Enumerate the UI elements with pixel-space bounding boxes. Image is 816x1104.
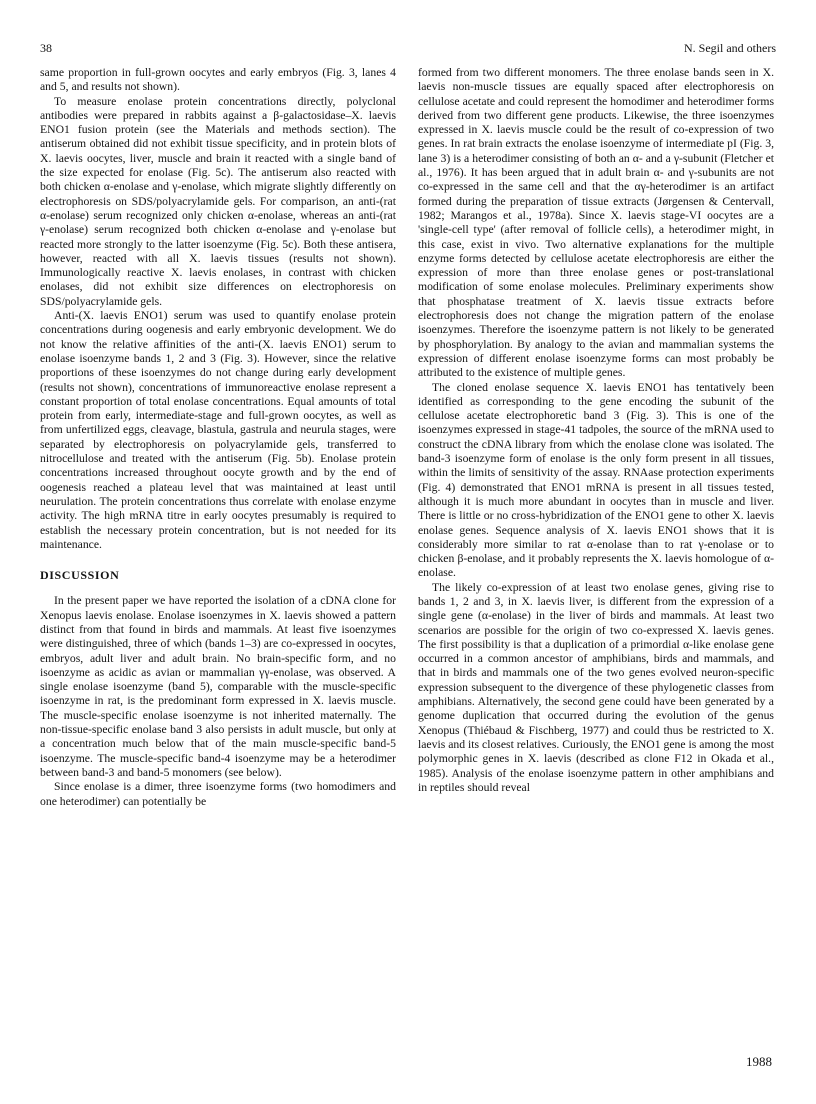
- paragraph-dimer: Since enolase is a dimer, three isoenzyme forms (two homodimers and one heterodimer) can potentially be: [40, 780, 396, 808]
- paragraph-eno1-identification: The cloned enolase sequence X. laevis ENO1 has tentatively been identified as corresponding to the gene encoding the subunit of the cellulose acetate electrophoretic band 3 (Fig. 3). This is one of the isoenzymes expressed in stage-41 tadpoles, the source of the mRNA used to construct the cDNA library from which the enolase clone was isolated. The band-3 isoenzyme form of enolase is the only form present in all tissues, within the limits of sensitivity of the assay. RNAase protection experiments (Fig. 4) demonstrated that ENO1 mRNA is present in all tissues tested, although it is much more abundant in oocytes than in muscle and liver. There is little or no cross-hybridization of the ENO1 gene to other X. laevis enolase genes. Sequence analysis of X. laevis ENO1 shows that it is considerably more similar to rat α-enolase than to rat γ-enolase or to chicken β-enolase, and it probably represents the X. laevis homologue of α-enolase.: [418, 380, 774, 580]
- paragraph-antibodies: To measure enolase protein concentrations directly, polyclonal antibodies were prepared in rabbits against a β-galactosidase–X. laevis ENO1 fusion protein (see the Materials and methods section). The antiserum obtained did not exhibit tissue specificity, and in protein blots of X. laevis oocytes, liver, muscle and brain it reacted with a single band of the size expected for enolase (Fig. 5c). The antiserum also reacted with both chicken α-enolase and γ-enolase, which migrate slightly differently on electrophoresis on SDS/polyacrylamide gels. For comparison, an anti-(rat α-enolase) serum recognized only chicken α-enolase, whereas an anti-(rat γ-enolase) serum recognized both chicken α-enolase and γ-enolase but reacted more strongly to the latter isoenzyme (Fig. 5c). Both these antisera, however, reacted with all X. laevis tissues (results not shown). Immunologically reactive X. laevis enolases, in contrast with chicken enolases, did not exhibit size differences on electrophoresis on SDS/polyacrylamide gels.: [40, 94, 396, 308]
- right-column: [418, 66, 774, 795]
- left-column: [40, 66, 396, 809]
- page-number: 38: [40, 41, 52, 55]
- paragraph-coexpression: The likely co-expression of at least two enolase genes, giving rise to bands 1, 2 and 3, in X. laevis liver, is different from the expression of a single gene (α-enolase) in the liver of birds and mammals. At least two scenarios are possible for the origin of two co-expressed X. laevis genes. The first possibility is that a duplication of a primordial α-like enolase gene occurred in a common ancestor of amphibians, birds and mammals, and that in birds and mammals one of the two genes evolved neuron-specific expression subsequent to the divergence of these phylogenetic classes from amphibians. Alternatively, the second gene could have been generated by a genome duplication that occurred during the evolution of the genus Xenopus (Thiébaud & Fischberg, 1977) and could thus be restricted to X. laevis and its closest relatives. Curiously, the ENO1 gene is among the most polymorphic genes in X. laevis (described as clone F12 in Okada et al., 1985). Analysis of the enolase isoenzyme pattern in other amphibians and in reptiles should reveal: [418, 580, 774, 794]
- paragraph-continuation-left: same proportion in full-grown oocytes and early embryos (Fig. 3, lanes 4 and 5, and results not shown).: [40, 66, 396, 94]
- publication-year: 1988: [746, 1054, 772, 1069]
- paragraph-quantification: Anti-(X. laevis ENO1) serum was used to quantify enolase protein concentrations during oogenesis and early embryonic development. We do not know the relative affinities of the anti-(X. laevis ENO1) serum to enolase isoenzyme bands 1, 2 and 3 (Fig. 3). However, since the relative proportions of these isoenzymes do not change during early development (results not shown), concentrations of immunoreactive enolase represent a constant proportion of total enolase concentrations. Equal amounts of total protein from early, intermediate-stage and full-grown oocytes, as well as from unfertilized eggs, cleavage, blastula, gastrula and neurula stages, were separated by electrophoresis on polyacrylamide gels, transferred to nitrocellulose and treated with the antiserum (Fig. 5b). Enolase protein concentrations increased throughout oocyte growth and by the end of oogenesis reached a plateau level that was maintained at least until neurulation. The protein concentrations thus correlate with enolase enzyme activity. The high mRNA titre in early oocytes presumably is required to establish the necessary protein concentration, but is not needed for its maintenance.: [40, 309, 396, 551]
- paragraph-discussion-intro: In the present paper we have reported the isolation of a cDNA clone for Xenopus laevis enolase. Enolase isoenzymes in X. laevis showed a pattern distinct from that found in birds and mammals. At least five isoenzymes were distinguished, three of which (bands 1–3) are co-expressed in oocytes, embryos, adult liver and adult brain. No brain-specific form, and no isoenzyme as acidic as avian or mammalian γγ-enolase, was observed. A single enolase isoenzyme (band 5), comparable with the muscle-specific isoenzyme in rat, is the predominant form expressed in X. laevis muscle. The muscle-specific enolase isoenzyme is not inherited maternally. The non-tissue-specific enolase band 3 also persists in adult muscle, but only at a concentration much below that of the main muscle-specific band-5 isoenzyme. The muscle-specific band-4 isoenzyme may be a heterodimer between band-3 and band-5 monomers (see below).: [40, 594, 396, 779]
- paragraph-continuation-right: formed from two different monomers. The three enolase bands seen in X. laevis non-muscle tissues are equally spaced after electrophoresis on cellulose acetate and could represent the homodimer and heterodimer forms derived from two different gene products. Likewise, the three isoenzymes expressed in X. laevis muscle could be the result of co-expression of two genes. In rat brain extracts the enolase isoenzyme of intermediate pI (Fig. 3, lane 3) is a heterodimer consisting of both an α- and a γ-subunit (Fletcher et al., 1976). It has been argued that in adult brain α- and γ-subunits are not co-expressed in the same cell and that the αγ-heterodimer is an artifact formed during the preparation of tissue extracts (Jørgensen & Centervall, 1982; Marangos et al., 1978a). Since X. laevis stage-VI oocytes are a 'single-cell type' (after removal of follicle cells), a heterodimer might, in this case, exist in vivo. Two alternative explanations for the multiple enzyme forms detected by cellulose acetate electrophoresis are either the expression of more than three enolase genes or post-translational modification of some enolase molecules. Preliminary experiments show that phosphatase treatment of X. laevis tissue extracts before electrophoresis does not change the migration pattern of the enolase isoenzymes. Therefore the isoenzyme pattern is not likely to be generated by phosphorylation. By analogy to the avian and mammalian systems the expression of different enolase isoenzyme forms can most probably be attributed to the existence of multiple genes.: [418, 66, 774, 380]
- running-head: N. Segil and others: [684, 41, 776, 55]
- section-heading-discussion: DISCUSSION: [40, 568, 120, 583]
